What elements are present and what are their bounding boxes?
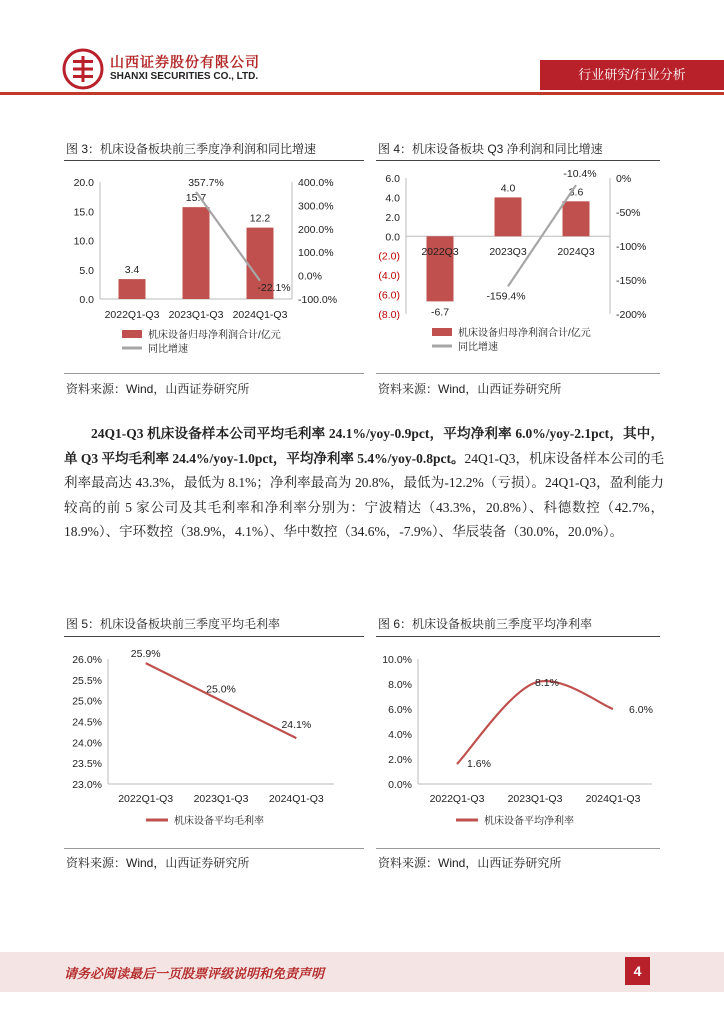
bar-2023Q3 (495, 197, 522, 236)
bar-2023Q1-Q3 (183, 207, 210, 299)
category-label: 2022Q1-Q3 (429, 793, 485, 805)
header-divider (0, 92, 724, 95)
figure-5-chart (64, 638, 364, 842)
left-tick-label: 0.0 (385, 231, 400, 244)
growth-rate-label: -10.4% (563, 168, 597, 181)
left-tick-label: 6.0 (385, 173, 400, 185)
figure-3-title: 图 3：机床设备板块前三季度净利润和同比增速 (66, 142, 317, 156)
figure-5-title: 图 5：机床设备板块前三季度平均毛利率 (66, 617, 281, 631)
right-tick-label: -100% (616, 241, 647, 253)
category-label: 2023Q1-Q3 (507, 793, 563, 805)
figure-6-title: 图 6：机床设备板块前三季度平均净利率 (378, 617, 593, 631)
y-tick-label: 8.0% (388, 679, 412, 691)
data-point-label: 25.9% (130, 648, 161, 661)
data-point-label: 25.0% (206, 683, 236, 696)
figure-4-top-rule (376, 160, 660, 161)
y-tick-label: 4.0% (388, 729, 412, 741)
y-tick-label: 6.0% (388, 704, 412, 716)
data-point-label: 8.1% (535, 676, 559, 689)
right-tick-label: -100.0% (298, 294, 338, 306)
bar-2022Q1-Q3 (119, 279, 146, 299)
category-label: 2022Q3 (421, 246, 459, 258)
right-tick-label: 200.0% (298, 223, 334, 236)
legend-line-label: 同比增速 (148, 344, 188, 355)
bar-value-label: -6.7 (430, 306, 450, 319)
left-tick-label: (8.0) (378, 309, 400, 321)
bar-value-label: 15.7 (185, 192, 207, 205)
figure-4-title: 图 4：机床设备板块 Q3 净利润和同比增速 (378, 142, 603, 156)
analysis-paragraph (64, 422, 664, 545)
page-number: 4 (625, 957, 650, 985)
figure-5-source: 资料来源：Wind，山西证券研究所 (66, 856, 250, 870)
category-label: 2024Q1-Q3 (268, 793, 324, 805)
right-tick-label: 0% (616, 173, 632, 185)
category-label: 2024Q1-Q3 (585, 793, 641, 805)
left-tick-label: 10.0 (73, 235, 94, 248)
figure-4-chart (376, 162, 660, 368)
figure-5-top-rule (64, 636, 364, 637)
legend-label: 机床设备平均净利率 (484, 816, 574, 827)
left-tick-label: (4.0) (378, 270, 400, 283)
data-point-label: 6.0% (629, 704, 653, 716)
category-label: 2024Q3 (557, 246, 595, 258)
bar-value-label: 3.4 (124, 264, 140, 277)
series-line (146, 663, 297, 738)
y-tick-label: 26.0% (72, 654, 102, 666)
legend-line-label: 同比增速 (458, 342, 498, 353)
left-tick-label: (6.0) (378, 289, 400, 302)
left-tick-label: 15.0 (73, 206, 94, 219)
left-tick-label: (2.0) (378, 250, 400, 263)
figure-6-bottom-rule (376, 848, 660, 849)
figure-3-chart (64, 162, 364, 368)
right-tick-label: 300.0% (298, 200, 334, 213)
bar-value-label: 3.6 (568, 186, 584, 199)
figure-4-bottom-rule (376, 373, 660, 374)
figure-6-source: 资料来源：Wind，山西证券研究所 (378, 856, 562, 870)
left-tick-label: 20.0 (73, 177, 94, 189)
growth-rate-label: 357.7% (188, 176, 224, 189)
figure-3-top-rule (64, 160, 364, 161)
figure-3-bottom-rule (64, 373, 364, 374)
paragraph-body: 24Q1-Q3，机床设备样本公司的毛利率最高达 43.3%，最低为 8.1%；净利率最高为 20.8%，最低为-12.2%（亏损）。24Q1-Q3，盈利能力较高的前 5 家公司及其毛利率和净利率分别为：宁波精达（43.3%，20.8%）、科德数控（42.7%，18.9%）、宇环数控（38.9%，4.1%）、华中数控（34.6%，-7.9%）、华辰装备（30.0%，20.0%）。 (64, 450, 664, 539)
bar-2024Q3 (563, 201, 590, 236)
left-tick-label: 5.0 (79, 264, 94, 277)
figure-4-source: 资料来源：Wind，山西证券研究所 (378, 382, 562, 396)
y-tick-label: 24.0% (72, 737, 102, 750)
data-point-label: 1.6% (467, 758, 491, 770)
report-category-tag: 行业研究/行业分析 (540, 60, 724, 90)
bar-value-label: 4.0 (500, 182, 516, 195)
figure-6-top-rule (376, 636, 660, 637)
category-label: 2022Q1-Q3 (118, 793, 174, 805)
y-tick-label: 0.0% (388, 779, 412, 791)
disclaimer-note: 请务必阅读最后一页股票评级说明和免责声明 (64, 966, 325, 981)
bar-value-label: 12.2 (249, 212, 271, 225)
series-line (457, 681, 613, 764)
right-tick-label: 100.0% (298, 247, 334, 260)
figure-3-source: 资料来源：Wind，山西证券研究所 (66, 382, 250, 396)
right-tick-label: 400.0% (298, 177, 334, 189)
company-name-en: SHANXI SECURITIES CO., LTD. (110, 71, 259, 82)
legend-bar-swatch (122, 330, 142, 338)
category-label: 2024Q1-Q3 (232, 309, 288, 321)
right-tick-label: -50% (616, 207, 641, 219)
right-tick-label: -150% (616, 275, 647, 287)
y-tick-label: 25.0% (72, 695, 102, 708)
right-tick-label: 0.0% (298, 270, 322, 283)
y-tick-label: 23.5% (72, 758, 102, 771)
left-tick-label: 0.0 (79, 294, 94, 306)
category-label: 2023Q1-Q3 (168, 309, 224, 321)
legend-bar-label: 机床设备归母净利润合计/亿元 (148, 330, 281, 341)
y-tick-label: 2.0% (388, 754, 412, 766)
y-tick-label: 10.0% (382, 654, 412, 666)
legend-bar-label: 机床设备归母净利润合计/亿元 (458, 328, 591, 339)
category-label: 2022Q1-Q3 (104, 309, 160, 321)
growth-rate-label: -22.1% (257, 281, 291, 294)
y-tick-label: 23.0% (72, 779, 102, 791)
data-point-label: 24.1% (281, 719, 312, 732)
left-tick-label: 4.0 (385, 192, 400, 205)
growth-rate-label: -159.4% (486, 290, 526, 303)
legend-bar-swatch (432, 328, 452, 336)
y-tick-label: 24.5% (72, 716, 102, 729)
y-tick-label: 25.5% (72, 674, 102, 687)
figure-5-bottom-rule (64, 848, 364, 849)
figure-6-chart (376, 638, 660, 842)
left-tick-label: 2.0 (385, 211, 400, 224)
right-tick-label: -200% (616, 309, 647, 321)
logo-mark (62, 48, 104, 90)
paragraph-bold-lead: 24Q1-Q3 机床设备样本公司平均毛利率 24.1%/yoy-0.9pct，平均净利率 6.0%/yoy-2.1pct，其中，单 Q3 平均毛利率 24.4%/yoy-1.0pct，平均净利率 5.4%/yoy-0.8pct。 (64, 426, 664, 466)
company-name-cn: 山西证券股份有限公司 (110, 54, 260, 70)
legend-label: 机床设备平均毛利率 (174, 816, 264, 827)
company-logo (62, 48, 104, 90)
category-label: 2023Q3 (489, 246, 527, 258)
category-label: 2023Q1-Q3 (193, 793, 249, 805)
